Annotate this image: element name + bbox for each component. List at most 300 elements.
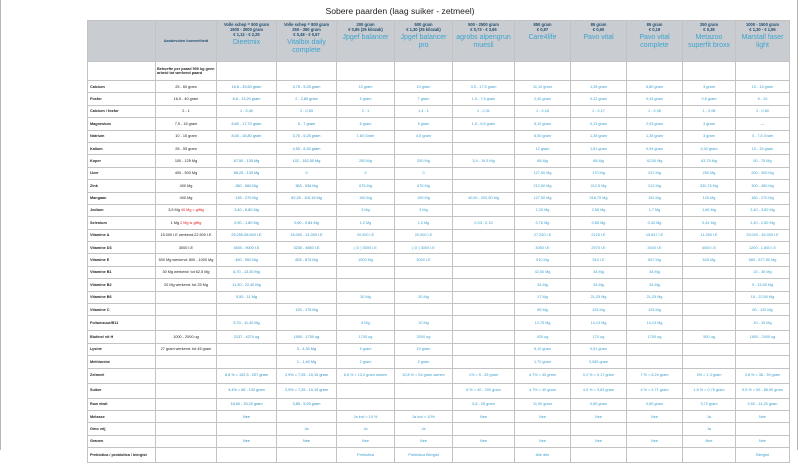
row-value: 1,8 % = 0,75 gram [683,383,736,398]
header-product [337,21,395,62]
row-advice: 3000 I.E [156,242,217,254]
row-value: 1 - 0,06 [627,105,683,117]
row-value: 0,90 - 1,80 Mg [217,217,277,229]
row-value: 1,70 gram [515,356,571,368]
row-value: Biergist [736,448,790,463]
row-value: 1 - 0,18 [515,105,571,117]
advice-warning: 40 Mg = giftig [180,208,204,213]
row-value: 450 - 900 Mg [217,254,277,266]
row-value: 5,10 gram [515,118,571,130]
note-empty [571,62,627,81]
row-value: 6,6 - 13,20 gram [217,93,277,105]
row-value: 10 - 15 gram [736,142,790,154]
product-name: agrobs alpengrun muesli [456,33,511,49]
table-row [88,410,790,422]
row-value: Nee [515,435,571,447]
row-value: 4,40 gram [683,142,736,154]
product-name: Pavo vital complete [639,33,670,49]
product-meta: € 0,60 [592,26,605,32]
row-value: 675 Mg [395,180,453,192]
product-name: Metazoo superfit broxx [687,33,731,49]
row-value: 14,13 Mg [627,316,683,331]
row-value: 1 - 0,31 [453,105,515,117]
row-advice: 10 - 15 gram [156,130,217,142]
row-value: Ja [395,423,453,435]
row-value [277,410,337,422]
row-value [736,356,790,368]
row-value: 0 [395,167,453,179]
product-name: Dieetmix [232,38,261,46]
row-value: Alle drie [515,448,571,463]
product-meta: € 0,85 (25 kilozak) [348,26,383,32]
row-value: 200 - 300 Mg [736,167,790,179]
row-value: 170 Mg [571,167,627,179]
row-advice: 7,5 - 15 gram [156,118,217,130]
row-value: 68,25 - 139 Mg [217,167,277,179]
row-value: 12,75 Mg [515,316,571,331]
row-value: 221 Mg [627,167,683,179]
row-value: 510 Mg [515,254,571,266]
row-value: 4500 - 9000 I.E [217,242,277,254]
row-value: ( D ) 3000 I.E [337,242,395,254]
row-value: 4,7% = 40 gram [515,368,571,383]
row-value: 2 gram [337,356,395,368]
row-value: 8,60 - 17,70 gram [217,118,277,130]
row-value: 34 Mg [627,266,683,278]
table-row [88,435,790,447]
row-value: 50 - 75 Mg [736,155,790,167]
header-product [515,21,571,62]
row-value: 825 - 875 Mg [277,254,337,266]
row-value: Nee [683,435,736,447]
row-value: 1200 - 1.800 I.E [736,242,790,254]
row-value [683,316,736,331]
row-advice [156,217,217,229]
table-row [88,229,790,241]
product-meta: € 0,38 [703,26,715,32]
row-label: Zink [88,180,156,192]
row-label: Melasse [88,410,156,422]
row-value: Nee [515,410,571,422]
row-value: ( D ) 3000 I.E [395,242,453,254]
row-value: 2,93 gram [627,118,683,130]
table-row [88,118,790,130]
row-value: 63,75 Mg [683,155,736,167]
row-value [453,316,515,331]
row-value: Ja [683,423,736,435]
product-meta: € 0,97 [536,26,549,32]
row-label: Natrium [88,130,156,142]
row-value: 4000 I.E [683,242,736,254]
table-row [88,331,790,343]
row-label: Methionine [88,356,156,368]
row-value: 5,10 gram [515,343,571,355]
row-value: 85 Mg [515,304,571,316]
row-value: 212,50 Mg [515,180,571,192]
row-value: 2,55 Mg [571,204,627,216]
row-value: 5 gram [337,93,395,105]
row-label: Selenium [88,217,156,229]
row-value: 4,7% = 40 gram [515,383,571,398]
row-value: 0,13 gram [571,118,627,130]
row-value: 10 gram [395,81,453,93]
row-value: 3% = 1,3 gram [683,368,736,383]
row-value: Nee [627,410,683,422]
row-value [453,180,515,192]
row-value: 10 gram [395,343,453,355]
row-value: 0,85 Mg [571,217,627,229]
row-value: 125 Mg [627,304,683,316]
row-advice: 1000 - 2000 ug [156,331,217,343]
row-value: 510 I.E [571,254,627,266]
row-advice [156,304,217,316]
row-value: 675 Mg [337,180,395,192]
row-label: Mangaan [88,192,156,204]
row-value: 10 Mg [395,316,453,331]
row-value: 2,40 gram [515,93,571,105]
row-value: 2125 I.E [571,229,627,241]
row-value: 1 - 0,17 [571,105,627,117]
product-meta: 85 gram [646,22,663,27]
row-value: Prebiotica [337,448,395,463]
row-value: 1500 Mg [337,254,395,266]
header-advice: Aanbevolen hoeveelheid [156,21,217,62]
row-label: Vitamine C [88,304,156,316]
row-value: 3 Mg [337,204,395,216]
note-text: Behoefte per paard 500 kg geen arbeid tot werkend paard [156,62,217,81]
row-value: 34 Mg [515,279,571,291]
row-value: 5,70 - 11,40 Mg [217,316,277,331]
row-label: Foliumzuur/B11 [88,316,156,331]
row-value: Nee [571,435,627,447]
table-row [88,304,790,316]
row-value: 625 Mg [683,254,736,266]
row-value [217,343,277,355]
row-value: 4,5 gram [395,130,453,142]
product-meta: Volle schep = 500 gram [223,22,270,27]
row-value: 6,70 - 13,30 Mg [217,266,277,278]
row-label: Magnesium [88,118,156,130]
row-label: Kalium [88,142,156,154]
table-row [88,192,790,204]
row-value: 11,30 - 22,40 Mg [217,279,277,291]
row-value: 150 Mg [395,192,453,204]
row-value: 135 - 270 Mg [217,192,277,204]
table-row [88,266,790,278]
row-value: 17 Mg [515,291,571,303]
product-meta: 1500 - 3000 gram [230,26,263,32]
row-value: 24 - 36 Mg [736,266,790,278]
row-value: 2 - 2,80 gram [277,93,337,105]
row-value: 5 - 10 [736,93,790,105]
row-value: 1,28 gram [571,130,627,142]
row-value: 170 ug [571,331,627,343]
table-row [88,167,790,179]
row-value [683,291,736,303]
row-label: Vitamine B6 [88,291,156,303]
row-value [683,304,736,316]
row-value: 9,50 - 14,25 gram [736,398,790,410]
row-value: 127,50 Mg [515,192,571,204]
row-value: 2137 - 4274 ug [217,331,277,343]
row-value: 3,75 - 5,25 gram [277,81,337,93]
row-value: 250 Mg [337,155,395,167]
row-value: 34 Mg [571,279,627,291]
row-label: Vitamine D3 [88,242,156,254]
row-value: 3,70 gram [683,398,736,410]
header-product [683,21,736,62]
table-row [88,93,790,105]
row-advice: 20 Mg werkend: tot 25 Mg [156,279,217,291]
row-value: 0 [277,167,337,179]
row-value: 10,8 % = 54 gram samen [395,368,453,383]
row-value: 21,25 Mg [571,291,627,303]
row-value [337,304,395,316]
row-value: 67,50 - 135 Mg [217,155,277,167]
header-product [453,21,515,62]
row-value [453,229,515,241]
row-value: 1,28 gram [627,130,683,142]
row-value: 2975 I.E [571,242,627,254]
header-nutrient-corner [88,21,156,62]
row-value [453,266,515,278]
row-value: 30 Mg [337,291,395,303]
advice-part: 1 Mg [170,220,181,225]
row-value: 5 - 7 gram [277,118,337,130]
row-value: 102 - 162,50 Mg [277,155,337,167]
table-row [88,423,790,435]
row-value: 0,43 gram [627,93,683,105]
row-value: 1,4 - 1 [395,105,453,117]
row-value: 125 - 175 Mg [277,304,337,316]
row-advice: 400 Mg [156,180,217,192]
header-product [277,21,337,62]
row-advice: 500 Mg werkend: 800 - 1000 Mg [156,254,217,266]
row-label: Calcium / fosfor [88,105,156,117]
row-value: — [736,118,790,130]
row-value: Ja incl < 10 % [337,410,395,422]
row-value: Nee [453,435,515,447]
row-value: 5,8 - 28 gram [453,398,515,410]
row-value: 20.000 I.E [337,229,395,241]
row-value: 0 [337,167,395,179]
row-value: Prebiotica Biergist [395,448,453,463]
row-value: 1,2 Mg [395,217,453,229]
note-empty [627,62,683,81]
product-meta: € 0,73 - € 3,65 [470,26,497,32]
row-value [453,279,515,291]
row-advice: 16,5 - 40 gram [156,93,217,105]
row-value: 5,9 % = 59 - 88,50 gram [736,383,790,398]
row-label: Granen [88,435,156,447]
page-title: Sobere paarden (laag suiker - zetmeel) [325,6,475,16]
row-value: Nee [571,410,627,422]
row-value: 0,94 gram [627,142,683,154]
row-value: Nee [337,435,395,447]
product-name: Vitalbix daily complete [287,38,326,54]
row-value: 27.200 I.E [515,229,571,241]
row-value [277,291,337,303]
row-advice [156,368,217,383]
row-value: 180 - 270 Mg [736,192,790,204]
row-value [453,304,515,316]
row-advice [156,383,217,398]
row-advice [156,356,217,368]
row-value: 2,25 Mg [515,204,571,216]
row-value: 10 gram [337,81,395,93]
row-value: 42,50 Mg [515,266,571,278]
row-value: 1600 - 2400 ug [736,331,790,343]
row-value: 82,25 - 115,15 Mg [277,192,337,204]
row-value: 80 - 120 Mg [736,304,790,316]
row-value: 2,9% = 7,25 - 10,15 gram [277,383,337,398]
row-value: 4,4% = 66 - 132 gram [217,383,277,398]
table-row [88,81,790,93]
row-value [337,398,395,410]
header-product [217,21,277,62]
header-product [627,21,683,62]
row-value: 29.250-58.500 I.E [217,229,277,241]
note-empty [453,62,515,81]
row-value: 7 % = 6,24 gram [627,368,683,383]
row-value: 1 - 0,40 [217,105,277,117]
row-value: 4 % = 4,71 gram [627,383,683,398]
row-advice [156,204,217,216]
row-label: Koper [88,155,156,167]
comparison-table [87,20,790,463]
row-value: 250 Mg [683,167,736,179]
row-value [571,423,627,435]
row-value [395,383,453,398]
row-value: 1,66 Mg [683,204,736,216]
row-label: Vitamine E [88,254,156,266]
row-value [627,423,683,435]
row-value: 1700 ug [337,331,395,343]
row-value: 4,50 - 6,30 gram [277,142,337,154]
row-value: Nee [736,435,790,447]
row-value: 7 gram [395,93,453,105]
product-meta: 1000 - 1500 gram [746,22,779,27]
row-value [453,343,515,355]
row-value: 1,5 - 6,5 gram [453,118,515,130]
header-row [88,21,790,62]
table-row [88,291,790,303]
row-value [453,423,515,435]
row-value: 14,13 Mg [571,316,627,331]
row-value [453,130,515,142]
row-advice: 400 - 500 Mg [156,167,217,179]
row-value: 21,25 Mg [627,291,683,303]
product-name: Marstall faser light [741,33,784,49]
product-meta: 500 - 2500 gram [468,22,499,27]
row-value [736,423,790,435]
row-value: Nee [217,435,277,447]
row-label: Suiker [88,383,156,398]
table-row [88,180,790,192]
row-advice [156,435,217,447]
row-value: 8,50 gram [515,130,571,142]
row-value [453,331,515,343]
row-value: 8 Mg [337,316,395,331]
row-value: 300 - 450 Mg [736,180,790,192]
row-value: 0,60 - 0,84 Mg [277,217,337,229]
row-value [683,343,736,355]
row-value [277,316,337,331]
row-value: 212 Mg [627,180,683,192]
row-value: 2000 ug [395,331,453,343]
row-value: Ja [277,423,337,435]
row-value: 16,8 - 33,60 gram [217,81,277,93]
row-value: 250 Mg [395,155,453,167]
row-value: 1,81 gram [571,142,627,154]
row-advice: 28 - 55 gram [156,142,217,154]
table-row [88,356,790,368]
row-value: Ja incl < 10% [395,410,453,422]
row-value: 330,75 Mg [683,180,736,192]
row-value: 15.000 - 21.000 I.E [277,229,337,241]
row-value: 3 gram [683,130,736,142]
row-label: Vitamine A [88,229,156,241]
row-value [515,423,571,435]
row-value [217,356,277,368]
header-product [571,21,627,62]
table-row [88,142,790,154]
row-value: 29.000 - 45.000 I.E [736,229,790,241]
row-advice: 400 Mg [156,192,217,204]
row-value [736,343,790,355]
row-value: 1 - 0,08 [683,105,736,117]
product-meta: 500 gram [414,22,433,27]
row-value: 1,40 - 2,60 Mg [736,217,790,229]
row-value [337,279,395,291]
product-meta: Volle schep = 800 gram [283,22,330,27]
product-meta: 250 gram [700,22,718,27]
row-value: 3060 I.E [515,242,571,254]
row-advice [156,316,217,331]
row-label: Fosfor [88,93,156,105]
note-empty [395,62,453,81]
product-meta: 85 gram [590,22,607,27]
row-value: 15 - 22,50 Mg [736,291,790,303]
row-value: 3,40 - 6,80 Mg [217,204,277,216]
row-value: 0,80 gram [571,398,627,410]
table-row [88,316,790,331]
row-value: 9 - 13,50 Mg [736,279,790,291]
row-value [217,304,277,316]
row-value: 2 gram [395,356,453,368]
row-value: 2,40 - 3,60 Mg [736,204,790,216]
row-value: 0,8 gram [683,93,736,105]
row-value: 0,085 gram [571,356,627,368]
row-value: 6 gram [337,118,395,130]
note-row [88,62,790,81]
row-value [627,356,683,368]
row-value: 0,44 Mg [683,217,736,229]
row-value [337,383,395,398]
row-label: Ruw eiwit [88,398,156,410]
row-value: 280 - 560 Mg [217,180,277,192]
row-value: 20.000 I.E [395,229,453,241]
row-value [337,142,395,154]
row-value: Nee [627,435,683,447]
row-value: 500 ug [683,331,736,343]
row-value: 3230 - 4650 I.E [277,242,337,254]
row-value: 0 - 7,5 Gram [736,130,790,142]
table-row [88,343,790,355]
table-row [88,254,790,266]
row-value [277,204,337,216]
row-value: Nee [217,410,277,422]
